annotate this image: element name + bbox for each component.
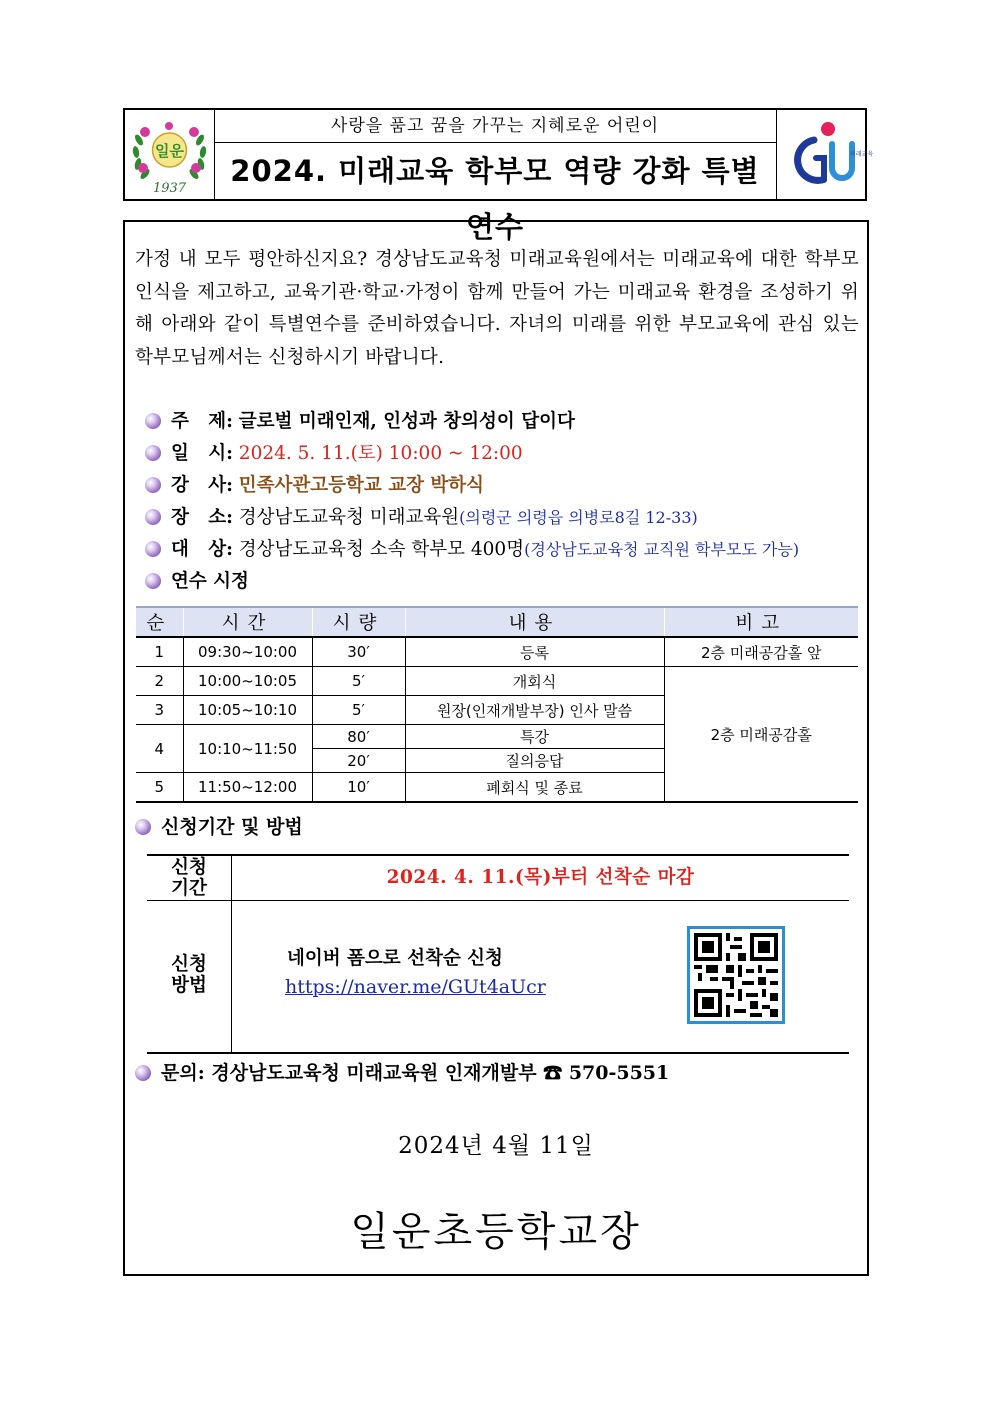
lecturer-value: 민족사관고등학교 교장 박하식	[238, 475, 485, 496]
col-header-content: 내용	[405, 607, 664, 637]
cell-content: 특강	[405, 725, 664, 749]
cell-time: 10:05~10:10	[183, 696, 312, 725]
future-education-logo	[776, 110, 874, 199]
period-label-line2: 기간	[171, 878, 207, 899]
schedule-label: 연수 시정	[171, 571, 249, 592]
col-header-no: 순	[136, 607, 183, 637]
bullet-icon	[145, 477, 161, 493]
schedule-table	[136, 606, 858, 803]
time-label: 일 시:	[171, 443, 233, 464]
col-header-note: 비고	[664, 607, 858, 637]
cell-time: 11:50~12:00	[183, 773, 312, 803]
cell-content: 폐회식 및 종료	[405, 773, 664, 803]
lecturer-label: 강 사:	[171, 475, 233, 496]
cell-duration: 80′	[312, 725, 405, 749]
cell-duration: 10′	[312, 773, 405, 803]
logo-text: 미래교육	[850, 151, 874, 158]
apply-section-title: 신청기간 및 방법	[161, 816, 303, 838]
time-value: 2024. 5. 11.(토) 10:00 ~ 12:00	[238, 443, 523, 464]
school-logo	[125, 110, 215, 199]
intro-paragraph: 가정 내 모두 평안하신지요? 경상남도교육청 미래교육원에서는 미래교육에 대한 학부모 인식을 제고하고, 교육기관·학교·가정이 함께 만들어 가는 미래교육 환경을 조성하기 위해 아래와 같이 특별연수를 준비하였습니다. 자녀의 미래를 위한 부모교육에 관심 있는 학부모님께서는 신청하시기 바랍니다.	[135, 249, 859, 368]
place-value: 경상남도교육청 미래교육원	[238, 507, 460, 528]
detail-time	[145, 439, 523, 469]
bullet-icon	[135, 1065, 151, 1081]
qr-code-icon	[690, 929, 782, 1021]
cell-time: 10:10~11:50	[183, 725, 312, 773]
period-label-line1: 신청	[171, 857, 207, 878]
cell-duration: 5′	[312, 696, 405, 725]
cell-content: 개회식	[405, 667, 664, 696]
bullet-icon	[145, 541, 161, 557]
document-header	[123, 108, 874, 244]
application-link[interactable]: https://naver.me/GUt4aUcr	[285, 976, 546, 998]
cell-no: 5	[136, 773, 183, 803]
cell-time: 10:00~10:05	[183, 667, 312, 696]
bullet-icon	[145, 413, 161, 429]
school-motto: 사랑을 품고 꿈을 가꾸는 지혜로운 어린이	[214, 110, 776, 143]
qr-code[interactable]	[687, 926, 785, 1024]
method-text: 네이버 폼으로 선착순 신청	[287, 948, 503, 969]
header-center	[214, 110, 777, 244]
method-label	[147, 954, 231, 996]
svg-text:일운: 일운	[155, 142, 184, 160]
cell-no: 3	[136, 696, 183, 725]
cell-time: 09:30~10:00	[183, 637, 312, 667]
detail-topic	[145, 407, 575, 437]
logo-year: 1937	[152, 181, 187, 196]
apply-table	[147, 854, 849, 1054]
bullet-icon	[145, 445, 161, 461]
cell-content: 등록	[405, 637, 664, 667]
target-note: (경상남도교육청 교직원 학부모도 가능)	[524, 540, 800, 559]
target-value: 경상남도교육청 소속 학부모 400명	[238, 539, 525, 560]
school-emblem-icon	[125, 110, 214, 199]
cell-no: 1	[136, 637, 183, 667]
topic-value: 글로벌 미래인재, 인성과 창의성이 답이다	[238, 411, 575, 432]
contact-text: 문의: 경상남도교육청 미래교육원 인재개발부 ☎ 570-5551	[161, 1062, 670, 1084]
col-header-time: 시간	[183, 607, 312, 637]
apply-heading	[135, 812, 303, 842]
bullet-icon	[135, 819, 151, 835]
detail-place	[145, 503, 698, 533]
bullet-icon	[145, 509, 161, 525]
document-date: 2024년 4월 11일	[398, 1133, 594, 1159]
contact-info	[135, 1058, 669, 1085]
cell-note: 2층 미래공감홀 앞	[664, 637, 858, 667]
place-note: (의령군 의령읍 의병로8길 12-33)	[459, 508, 698, 527]
page-title: 2024. 미래교육 학부모 역량 강화 특별 연수	[230, 154, 760, 244]
place-label: 장 소:	[171, 507, 233, 528]
target-label: 대 상:	[171, 539, 233, 560]
bullet-icon	[145, 573, 161, 589]
detail-lecturer	[145, 471, 484, 501]
schedule-heading	[145, 567, 249, 597]
cell-duration: 5′	[312, 667, 405, 696]
table-row	[136, 667, 858, 696]
topic-label: 주 제:	[171, 411, 233, 432]
main-content-box	[123, 220, 869, 1276]
cell-no: 2	[136, 667, 183, 696]
cell-content: 질의응답	[405, 749, 664, 773]
cell-duration: 30′	[312, 637, 405, 667]
cell-merged-note: 2층 미래공감홀	[664, 667, 858, 803]
period-label	[147, 857, 231, 899]
method-label-line2: 방법	[171, 975, 207, 996]
cell-content: 원장(인재개발부장) 인사 말씀	[405, 696, 664, 725]
cell-no: 4	[136, 725, 183, 773]
table-header-row	[136, 607, 858, 637]
period-value: 2024. 4. 11.(목)부터 선착순 마감	[386, 867, 695, 888]
table-row	[136, 637, 858, 667]
signer-name: 일운초등학교장	[350, 1209, 642, 1255]
cell-duration: 20′	[312, 749, 405, 773]
col-header-duration: 시량	[312, 607, 405, 637]
detail-target	[145, 535, 799, 565]
future-education-logo-icon	[776, 110, 874, 199]
method-label-line1: 신청	[171, 954, 207, 975]
